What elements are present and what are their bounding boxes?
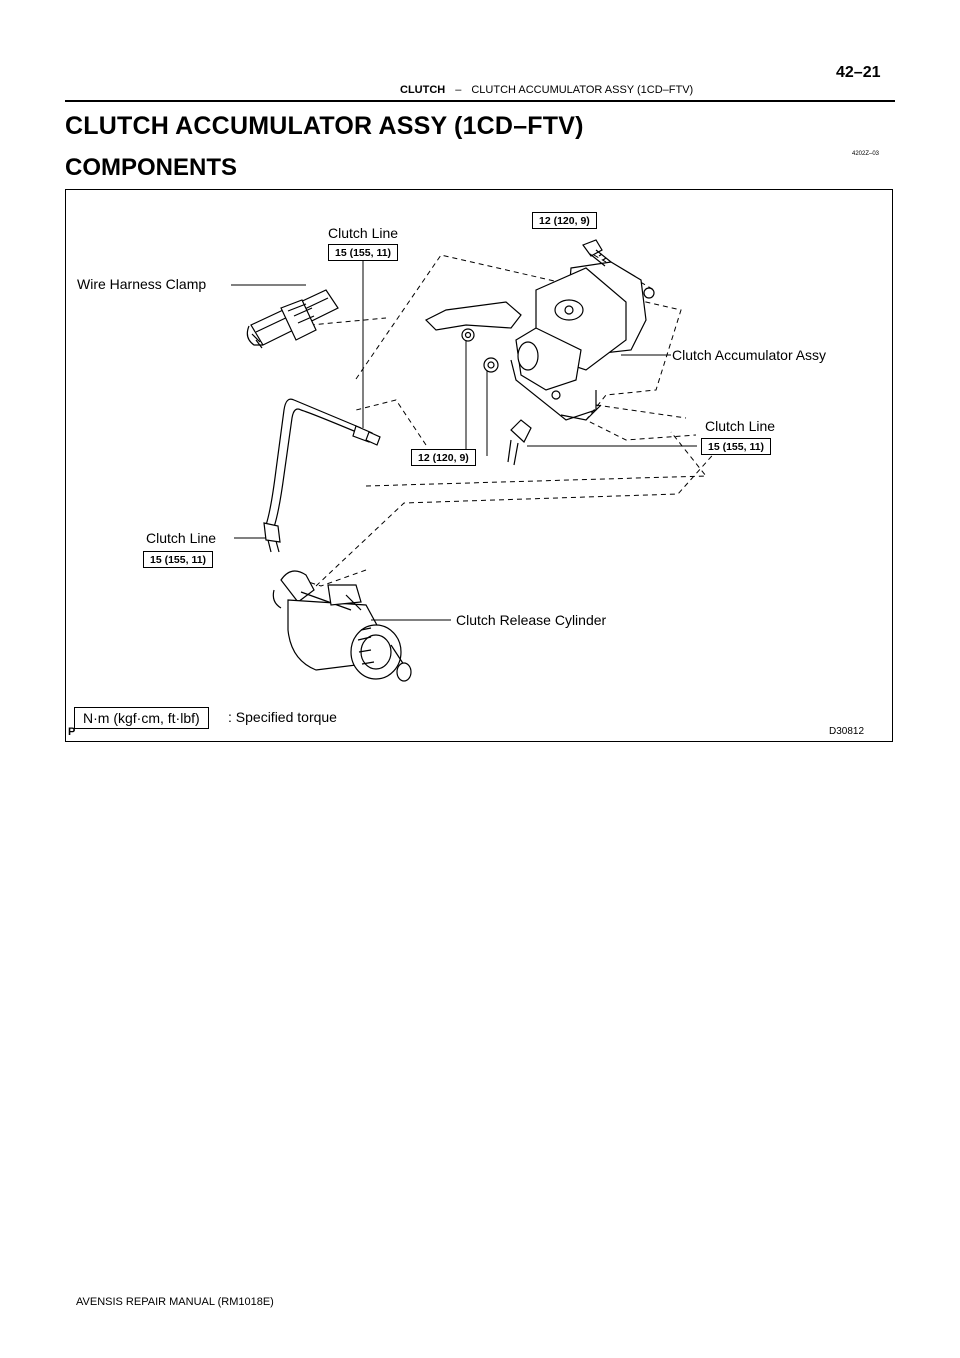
exploded-view-drawing xyxy=(66,190,892,741)
running-header xyxy=(400,84,693,96)
torque-top-bolt: 12 (120, 9) xyxy=(532,212,597,229)
page-number: 42–21 xyxy=(836,64,881,81)
wire-harness xyxy=(247,290,338,348)
label-clutch-line-right: Clutch Line xyxy=(705,418,776,434)
page-title: CLUTCH ACCUMULATOR ASSY (1CD–FTV) xyxy=(65,112,584,140)
document-code: 4202Z–03 xyxy=(852,151,880,157)
components-figure xyxy=(65,189,893,742)
legend-torque-unit: N·m (kgf·cm, ft·lbf) xyxy=(74,707,209,729)
torque-clutch-line-right: 15 (155, 11) xyxy=(701,438,771,455)
label-clutch-accumulator-assy: Clutch Accumulator Assy xyxy=(672,347,827,363)
label-wire-harness-clamp: Wire Harness Clamp xyxy=(77,276,207,292)
figure-id: D30812 xyxy=(829,726,865,737)
label-clutch-line-top: Clutch Line xyxy=(328,225,399,241)
clutch-release-cylinder-drawing xyxy=(273,571,411,681)
legend-description: : Specified torque xyxy=(228,709,337,725)
header-subsection: CLUTCH ACCUMULATOR ASSY (1CD–FTV) xyxy=(471,84,694,96)
torque-nuts: 12 (120, 9) xyxy=(411,449,476,466)
header-separator: – xyxy=(455,84,462,96)
header-rule xyxy=(65,100,895,102)
label-clutch-line-left: Clutch Line xyxy=(146,530,217,546)
footer-manual-name: AVENSIS REPAIR MANUAL (RM1018E) xyxy=(76,1296,274,1308)
clutch-accumulator-assy-drawing xyxy=(426,240,654,465)
torque-clutch-line-top: 15 (155, 11) xyxy=(328,244,398,261)
section-heading: COMPONENTS xyxy=(65,154,238,181)
label-clutch-release-cylinder: Clutch Release Cylinder xyxy=(456,612,607,628)
torque-clutch-line-left: 15 (155, 11) xyxy=(143,551,213,568)
header-section: CLUTCH xyxy=(400,84,446,96)
figure-corner-mark: P xyxy=(68,726,76,738)
